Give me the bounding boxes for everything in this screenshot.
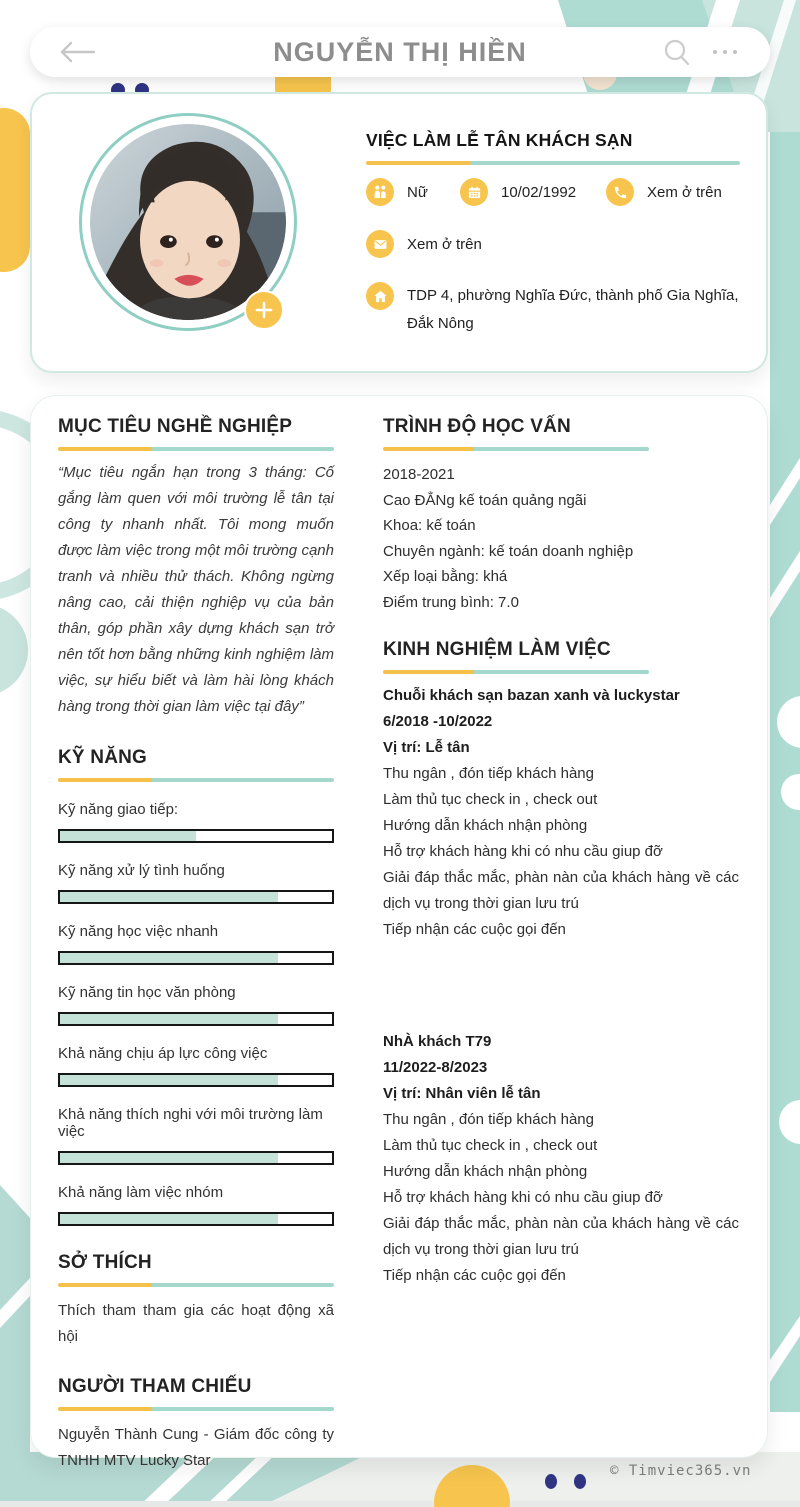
footer-dots [545,1474,586,1489]
education-line: Xếp loại bằng: khá [383,568,508,585]
skill-label: Kỹ năng tin học văn phòng [58,984,236,1001]
gender-icon [366,178,394,206]
experience-heading: KINH NGHIỆM LÀM VIỆC [383,639,611,660]
education-line: Chuyên ngành: kế toán doanh nghiệp [383,542,634,560]
top-app-bar [30,27,770,77]
more-options-icon[interactable] [708,48,742,56]
phone-value: Xem ở trên [647,183,722,201]
skills-underline [58,778,334,782]
skill-item [58,1106,334,1165]
skill-item [58,1184,334,1226]
skill-bar [58,1212,334,1226]
skill-bar-fill [60,1214,278,1224]
objective-underline [58,447,334,451]
left-column [58,396,334,1474]
objective-heading: MỤC TIÊU NGHỀ NGHIỆP [58,416,293,437]
copyright-text: © Timviec365.vn [610,1463,752,1479]
objective-text: “Mục tiêu ngắn hạn trong 3 tháng: Cố gắng làm quen với môi trường lễ tân tại công ty nhanh nhất. Tôi mong muốn được làm việc trong một môi trường cạnh tranh và nhiều thử thách. Không ngừng nâng cao, cải thiện nghiệp vụ của bản thân, góp phần xây dựng khách sạn trở nên tốt hơn bằng những kinh nghiệm làm việc, sự hiểu biết và làm hài lòng khách hàng trong thời gian làm việc tại đây” [58,464,334,715]
job-duty: Tiếp nhận các cuộc gọi đến [383,1267,566,1284]
skill-label: Khả năng chịu áp lực công việc [58,1045,268,1062]
references-heading: NGƯỜI THAM CHIẾU [58,1376,252,1397]
job-position: Vị trí: Nhân viên lễ tân [383,1085,541,1102]
skill-bar [58,890,334,904]
hobbies-underline [58,1283,334,1287]
skill-bar-fill [60,1075,278,1085]
experience-underline [383,670,649,674]
right-column [383,396,739,1289]
search-icon[interactable] [662,38,692,68]
job-duty: Tiếp nhận các cuộc gọi đến [383,921,566,938]
profile-card [30,92,768,373]
skill-bar-fill [60,831,196,841]
skill-item [58,801,334,843]
education-heading: TRÌNH ĐỘ HỌC VẤN [383,416,571,437]
skill-item [58,1045,334,1087]
dob-value: 10/02/1992 [501,183,577,201]
skills-heading: KỸ NĂNG [58,747,148,768]
home-icon [366,282,394,310]
education-line: Khoa: kế toán [383,517,476,534]
calendar-icon [460,178,488,206]
job-duty: Hướng dẫn khách nhận phòng [383,817,588,834]
experience-job [383,1029,739,1289]
job-company: NhÀ khách T79 [383,1033,492,1050]
hobbies-heading: SỞ THÍCH [58,1252,152,1273]
job-duty: Hỗ trợ khách hàng khi có nhu cầu giup đỡ [383,1189,663,1206]
address-value: TDP 4, phường Nghĩa Đức, thành phố Gia Nghĩa, Đắk Nông [407,287,739,332]
skill-item [58,923,334,965]
hobbies-text: Thích tham tham gia các hoạt động xã hội [58,1302,334,1345]
job-duty: Giải đáp thắc mắc, phàn nàn của khách hàng về các dịch vụ trong thời gian lưu trú [383,869,739,912]
education-line: Cao ĐẲNg kế toán quảng ngãi [383,491,587,509]
references-text: Nguyễn Thành Cung - Giám đốc công ty TNHH MTV Lucky Star [58,1426,334,1469]
add-photo-button[interactable] [244,290,284,330]
skill-bar [58,951,334,965]
email-icon [366,230,394,258]
skill-bar-fill [60,953,278,963]
skill-bar-fill [60,892,278,902]
job-duty: Làm thủ tục check in , check out [383,791,598,808]
skill-bar-fill [60,1153,278,1163]
experience-job [383,683,739,943]
gender-value: Nữ [407,183,428,201]
job-duty: Hướng dẫn khách nhận phòng [383,1163,588,1180]
email-value: Xem ở trên [407,235,482,253]
skill-label: Kỹ năng giao tiếp: [58,801,179,818]
back-arrow-icon[interactable] [56,37,100,67]
job-duty: Thu ngân , đón tiếp khách hàng [383,765,594,782]
job-period: 6/2018 -10/2022 [383,713,493,730]
references-underline [58,1407,334,1411]
job-duty: Hỗ trợ khách hàng khi có nhu cầu giup đỡ [383,843,663,860]
education-line: 2018-2021 [383,466,455,483]
skill-item [58,862,334,904]
education-details [383,462,739,615]
job-title-underline [366,161,740,165]
job-duty: Làm thủ tục check in , check out [383,1137,598,1154]
skill-label: Kỹ năng học việc nhanh [58,923,219,940]
job-position: Vị trí: Lễ tân [383,739,470,756]
skill-bar [58,1012,334,1026]
skill-bar [58,829,334,843]
education-line: Điểm trung bình: 7.0 [383,593,519,611]
skill-label: Khả năng thích nghi với môi trường làm việc [58,1106,323,1140]
education-underline [383,447,649,451]
job-duty: Thu ngân , đón tiếp khách hàng [383,1111,594,1128]
cv-body-card [30,395,768,1469]
skill-label: Khả năng làm việc nhóm [58,1184,224,1201]
skill-bar [58,1073,334,1087]
page-title: NGUYỄN THỊ HIỀN [273,36,527,67]
job-duty: Giải đáp thắc mắc, phàn nàn của khách hàng về các dịch vụ trong thời gian lưu trú [383,1215,739,1258]
skill-bar-fill [60,1014,278,1024]
skill-label: Kỹ năng xử lý tình huống [58,862,225,879]
job-title: VIỆC LÀM LỄ TÂN KHÁCH SẠN [366,130,633,150]
job-company: Chuỗi khách sạn bazan xanh và luckystar [383,687,680,704]
phone-icon [606,178,634,206]
skill-bar [58,1151,334,1165]
job-period: 11/2022-8/2023 [383,1059,488,1076]
skill-item [58,984,334,1026]
